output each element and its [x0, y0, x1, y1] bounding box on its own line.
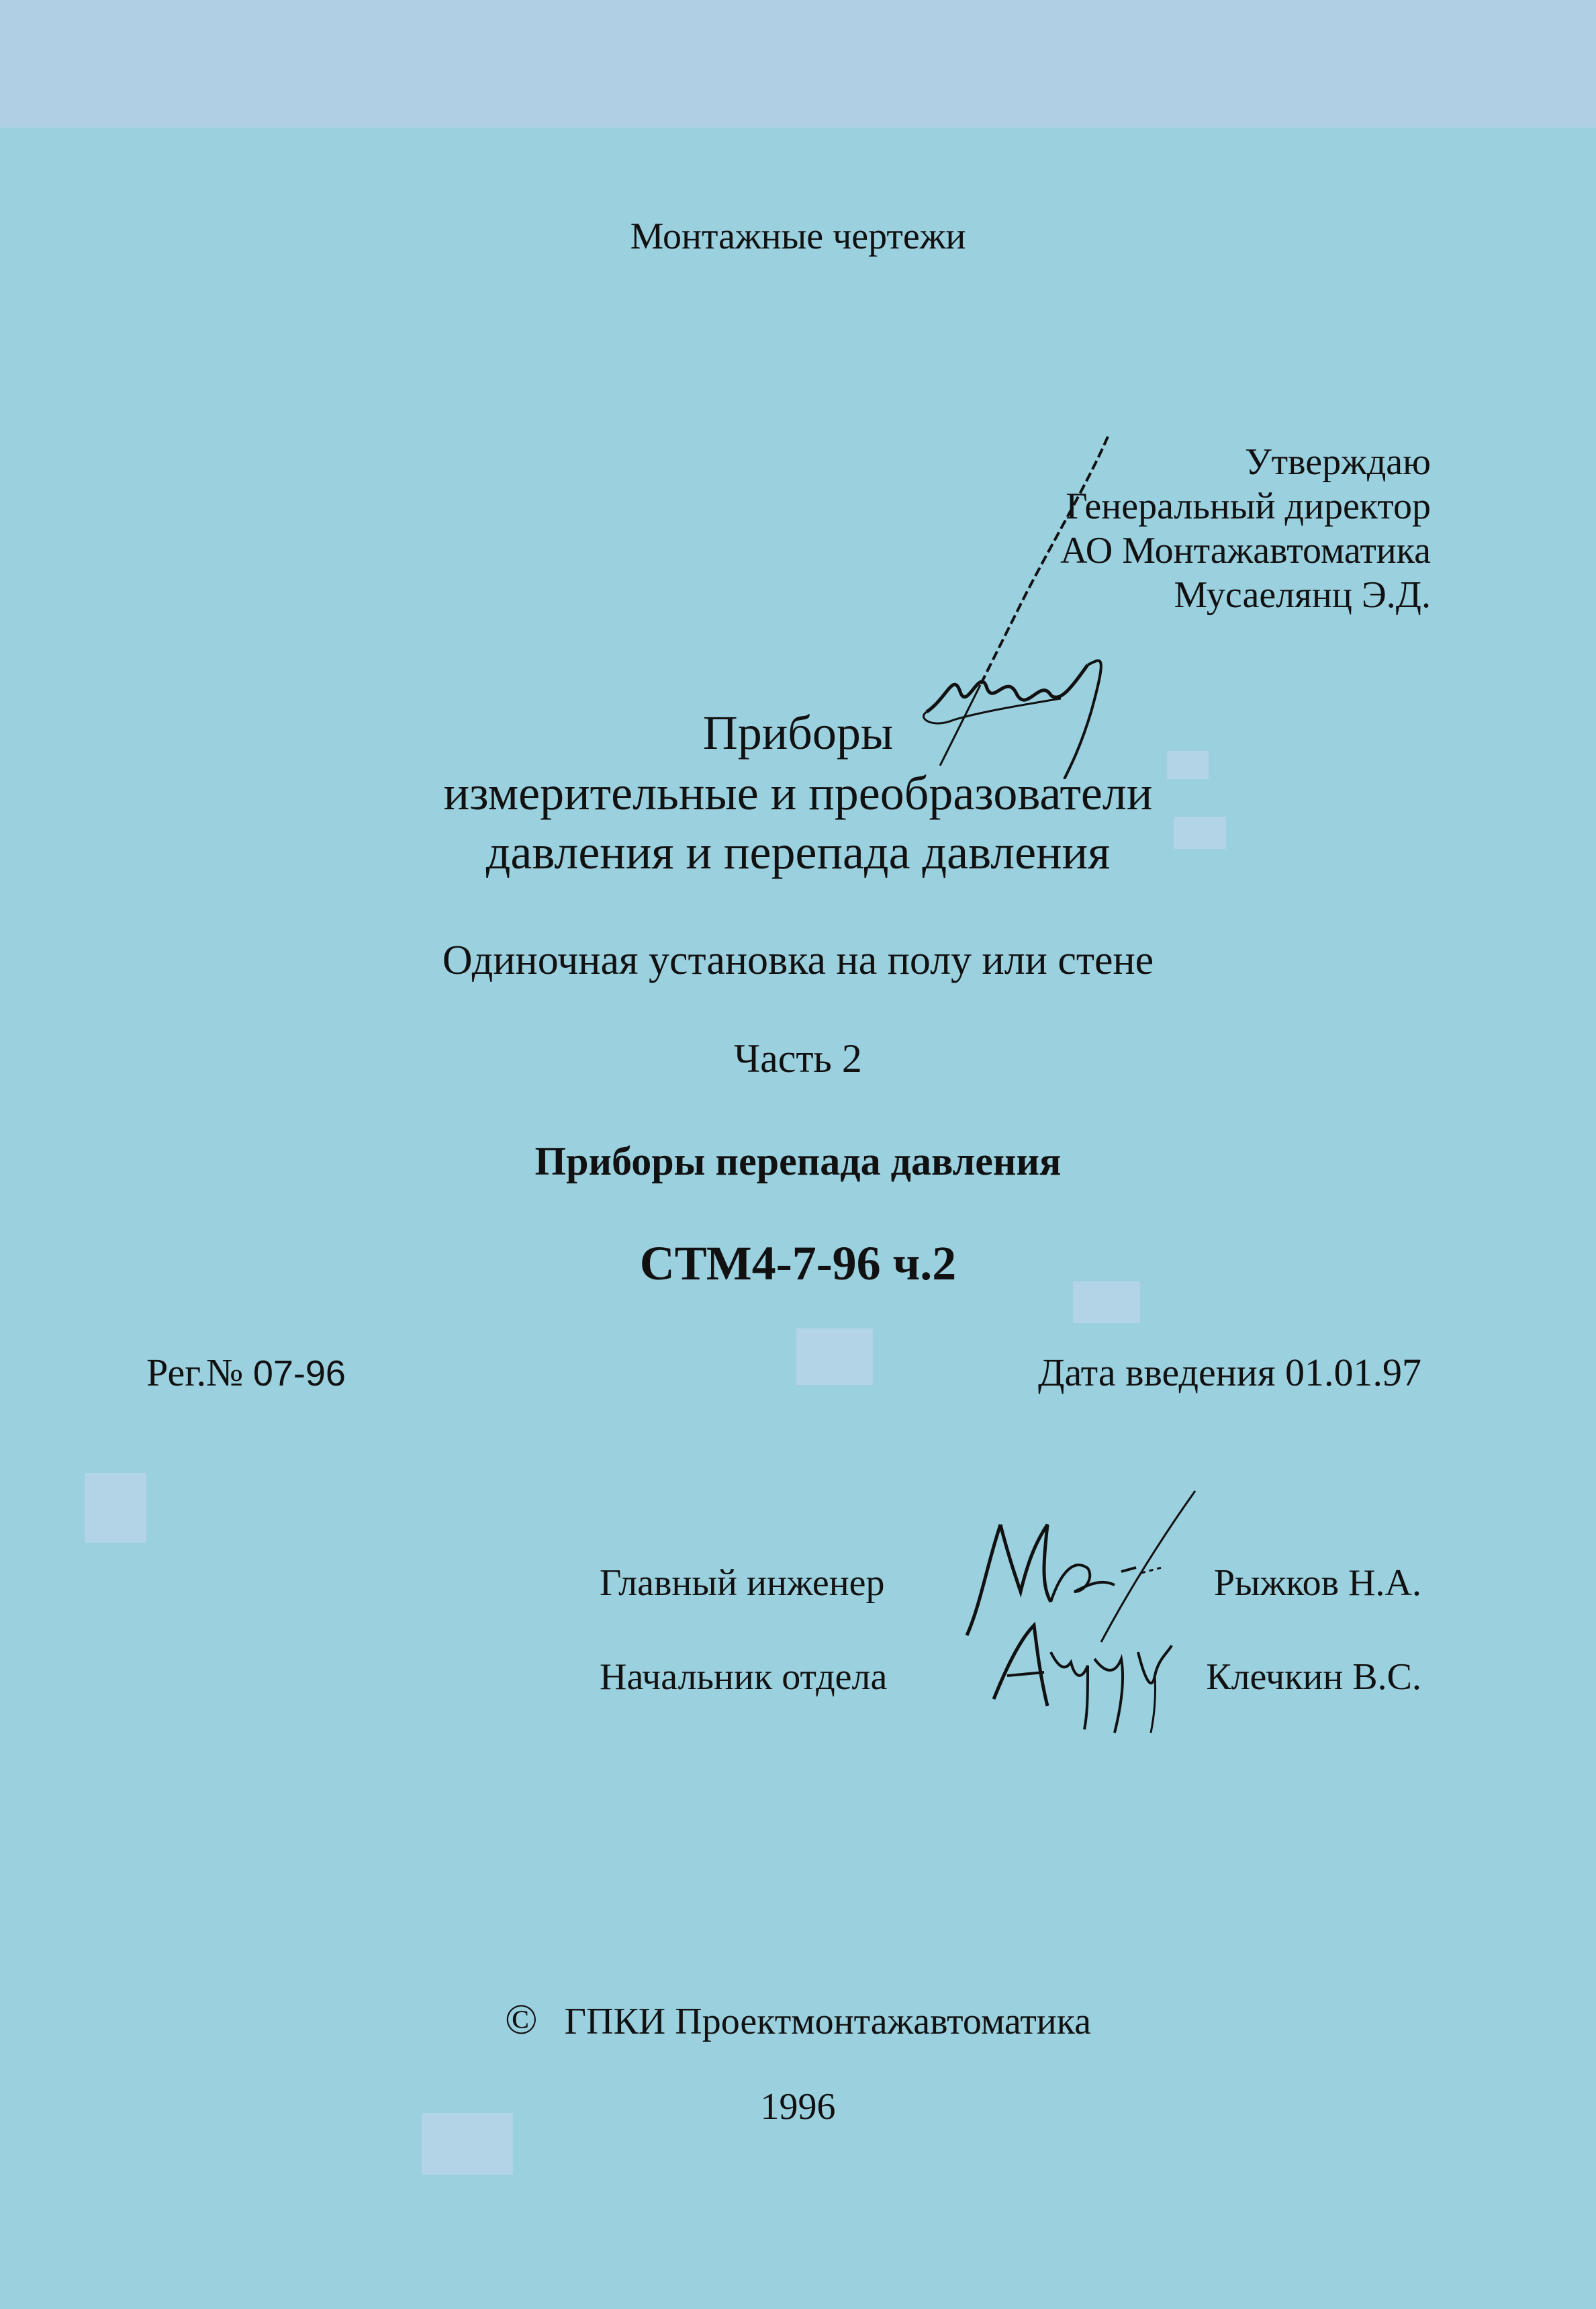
registration-value: 07-96: [252, 1353, 346, 1394]
department-head-position: Начальник отдела: [600, 1656, 888, 1698]
installation-type: Одиночная установка на полу или стене: [442, 938, 1154, 983]
title-line-3: давления и перепада давления: [485, 825, 1111, 879]
document-code: СТМ4-7-96 ч.2: [639, 1236, 957, 1290]
organization-name: ГПКИ Проектмонтажавтоматика: [564, 2001, 1091, 2042]
approval-name: Мусаелянц Э.Д.: [1174, 574, 1431, 616]
registration-number: [146, 1350, 346, 1395]
department-head-name: Клечкин В.С.: [1206, 1656, 1421, 1698]
document-series: Монтажные чертежи: [630, 216, 966, 257]
title-line-1: Приборы: [702, 706, 894, 760]
approval-block: [1060, 440, 1431, 617]
title-line-2: измерительные и преобразователи: [443, 766, 1153, 820]
registration-label: Рег.№: [146, 1351, 244, 1394]
chief-engineer-name: Рыжков Н.А.: [1213, 1562, 1421, 1604]
copyright-icon: ©: [505, 1995, 538, 2043]
chief-engineer-position: Главный инженер: [600, 1562, 885, 1604]
approval-position: Генеральный директор: [1066, 486, 1431, 527]
introduction-date: Дата введения 01.01.97: [1037, 1351, 1421, 1394]
part-number: Часть 2: [734, 1036, 862, 1081]
scan-patch: [85, 1473, 146, 1543]
top-band: [0, 0, 1596, 128]
approval-organization: АО Монтажавтоматика: [1060, 530, 1431, 572]
department-head-signature: [987, 1612, 1188, 1739]
copyright-line: [0, 1995, 1596, 2044]
approval-line: Утверждаю: [1245, 441, 1431, 483]
scan-patch: [796, 1328, 873, 1385]
part-subtitle: Приборы перепада давления: [534, 1139, 1062, 1183]
publication-year: 1996: [760, 2086, 836, 2128]
